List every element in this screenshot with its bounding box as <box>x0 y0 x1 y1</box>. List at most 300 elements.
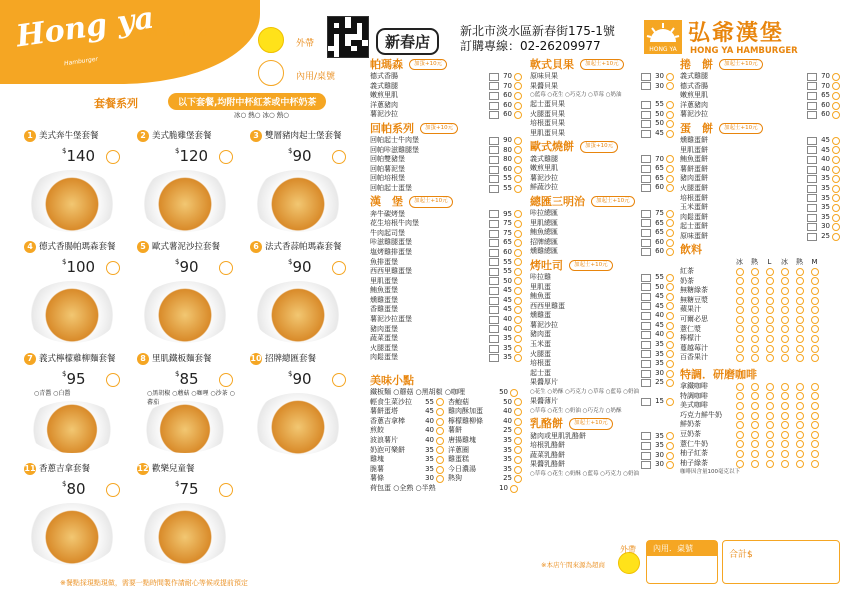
select-circle[interactable] <box>514 456 522 464</box>
select-circle[interactable] <box>766 277 774 285</box>
select-circle[interactable] <box>811 268 819 276</box>
select-circle[interactable] <box>832 166 840 174</box>
qty-box[interactable] <box>489 146 499 154</box>
select-circle[interactable] <box>666 248 674 256</box>
select-circle[interactable] <box>796 345 804 353</box>
select-circle[interactable] <box>766 392 774 400</box>
select-circle[interactable] <box>510 485 518 493</box>
qty-box[interactable] <box>641 155 651 163</box>
select-circle[interactable] <box>436 398 444 406</box>
select-circle[interactable] <box>832 175 840 183</box>
select-circle[interactable] <box>796 450 804 458</box>
select-circle[interactable] <box>811 421 819 429</box>
qty-box[interactable] <box>641 229 651 237</box>
select-circle[interactable] <box>736 354 744 362</box>
qty-box[interactable] <box>641 239 651 247</box>
qty-box[interactable] <box>489 92 499 100</box>
select-circle[interactable] <box>666 398 674 406</box>
select-circle[interactable] <box>781 297 789 305</box>
select-circle[interactable] <box>736 392 744 400</box>
qty-box[interactable] <box>489 137 499 145</box>
select-circle[interactable] <box>832 233 840 241</box>
qty-box[interactable] <box>489 210 499 218</box>
qty-box[interactable] <box>489 156 499 164</box>
select-circle[interactable] <box>436 427 444 435</box>
select-circle[interactable] <box>796 383 804 391</box>
select-circle[interactable] <box>766 316 774 324</box>
qty-box[interactable] <box>641 175 651 183</box>
qty-box[interactable] <box>489 82 499 90</box>
select-circle[interactable] <box>766 335 774 343</box>
qty-box[interactable] <box>641 130 651 138</box>
select-circle[interactable] <box>666 239 674 247</box>
select-circle[interactable] <box>514 316 522 324</box>
select-circle[interactable] <box>736 440 744 448</box>
combo-select[interactable] <box>219 261 233 275</box>
select-circle[interactable] <box>514 73 522 81</box>
qty-box[interactable] <box>489 249 499 257</box>
select-circle[interactable] <box>736 402 744 410</box>
select-circle[interactable] <box>666 130 674 138</box>
select-circle[interactable] <box>514 111 522 119</box>
select-circle[interactable] <box>436 475 444 483</box>
qty-box[interactable] <box>807 102 817 110</box>
select-circle[interactable] <box>514 220 522 228</box>
qty-box[interactable] <box>641 432 651 440</box>
select-circle[interactable] <box>811 440 819 448</box>
select-circle[interactable] <box>766 402 774 410</box>
select-circle[interactable] <box>781 460 789 468</box>
select-circle[interactable] <box>514 345 522 353</box>
qty-box[interactable] <box>641 452 651 460</box>
select-circle[interactable] <box>514 408 522 416</box>
select-circle[interactable] <box>796 440 804 448</box>
select-circle[interactable] <box>796 460 804 468</box>
qty-box[interactable] <box>807 146 817 154</box>
select-circle[interactable] <box>751 412 759 420</box>
qty-box[interactable] <box>641 219 651 227</box>
combo-select[interactable] <box>332 373 346 387</box>
qty-box[interactable] <box>489 325 499 333</box>
qty-box[interactable] <box>641 283 651 291</box>
select-circle[interactable] <box>514 354 522 362</box>
select-circle[interactable] <box>751 306 759 314</box>
qty-box[interactable] <box>489 316 499 324</box>
select-circle[interactable] <box>666 442 674 450</box>
select-circle[interactable] <box>514 185 522 193</box>
select-circle[interactable] <box>736 287 744 295</box>
select-circle[interactable] <box>736 316 744 324</box>
qty-box[interactable] <box>807 82 817 90</box>
qty-box[interactable] <box>641 360 651 368</box>
qty-box[interactable] <box>489 73 499 81</box>
select-circle[interactable] <box>514 92 522 100</box>
select-circle[interactable] <box>514 466 522 474</box>
select-circle[interactable] <box>514 475 522 483</box>
select-circle[interactable] <box>811 306 819 314</box>
select-circle[interactable] <box>751 460 759 468</box>
qty-box[interactable] <box>641 293 651 301</box>
select-circle[interactable] <box>436 418 444 426</box>
qty-box[interactable] <box>489 185 499 193</box>
flavor-options[interactable]: ○草莓 ○花生 ○奶油 ○巧克力 ○奶酥 <box>530 407 622 414</box>
select-circle[interactable] <box>832 156 840 164</box>
select-circle[interactable] <box>666 350 674 358</box>
select-circle[interactable] <box>736 412 744 420</box>
select-circle[interactable] <box>514 102 522 110</box>
select-circle[interactable] <box>796 335 804 343</box>
select-circle[interactable] <box>796 421 804 429</box>
select-circle[interactable] <box>781 345 789 353</box>
qty-box[interactable] <box>641 341 651 349</box>
select-circle[interactable] <box>781 421 789 429</box>
combo-select[interactable] <box>106 373 120 387</box>
select-circle[interactable] <box>781 392 789 400</box>
select-circle[interactable] <box>766 383 774 391</box>
qty-box[interactable] <box>489 345 499 353</box>
qty-box[interactable] <box>641 350 651 358</box>
select-circle[interactable] <box>666 370 674 378</box>
combo-select[interactable] <box>219 150 233 164</box>
select-circle[interactable] <box>796 277 804 285</box>
qty-box[interactable] <box>807 111 817 119</box>
takeout-check[interactable] <box>258 27 284 53</box>
select-circle[interactable] <box>832 204 840 212</box>
select-circle[interactable] <box>796 392 804 400</box>
flavor-options[interactable]: ○花生 ○奶酥 ○巧克力 ○草莓 ○藍莓 ○奶油 <box>530 389 640 396</box>
select-circle[interactable] <box>736 383 744 391</box>
select-circle[interactable] <box>666 283 674 291</box>
select-circle[interactable] <box>811 383 819 391</box>
qty-box[interactable] <box>641 322 651 330</box>
qty-box[interactable] <box>489 230 499 238</box>
select-circle[interactable] <box>781 431 789 439</box>
select-circle[interactable] <box>811 287 819 295</box>
select-circle[interactable] <box>514 277 522 285</box>
select-circle[interactable] <box>832 185 840 193</box>
select-circle[interactable] <box>796 431 804 439</box>
qty-box[interactable] <box>807 185 817 193</box>
select-circle[interactable] <box>514 137 522 145</box>
select-circle[interactable] <box>811 392 819 400</box>
select-circle[interactable] <box>514 268 522 276</box>
select-circle[interactable] <box>514 325 522 333</box>
select-circle[interactable] <box>666 461 674 469</box>
select-circle[interactable] <box>436 466 444 474</box>
select-circle[interactable] <box>811 345 819 353</box>
qty-box[interactable] <box>489 268 499 276</box>
select-circle[interactable] <box>736 277 744 285</box>
select-circle[interactable] <box>736 297 744 305</box>
combo-select[interactable] <box>332 261 346 275</box>
select-circle[interactable] <box>736 325 744 333</box>
select-circle[interactable] <box>796 297 804 305</box>
qty-box[interactable] <box>489 297 499 305</box>
select-circle[interactable] <box>751 325 759 333</box>
qty-box[interactable] <box>807 156 817 164</box>
select-circle[interactable] <box>751 354 759 362</box>
select-circle[interactable] <box>514 427 522 435</box>
combo-options[interactable]: ○青醬 ○白醬 <box>34 390 71 397</box>
select-circle[interactable] <box>766 440 774 448</box>
combo-select[interactable] <box>106 150 120 164</box>
select-circle[interactable] <box>736 450 744 458</box>
select-circle[interactable] <box>766 431 774 439</box>
select-circle[interactable] <box>666 73 674 81</box>
select-circle[interactable] <box>666 274 674 282</box>
bottom-takeout-check[interactable] <box>618 552 640 574</box>
select-circle[interactable] <box>436 408 444 416</box>
select-circle[interactable] <box>736 335 744 343</box>
qty-box[interactable] <box>489 354 499 362</box>
select-circle[interactable] <box>666 379 674 387</box>
qty-box[interactable] <box>489 258 499 266</box>
select-circle[interactable] <box>751 335 759 343</box>
select-circle[interactable] <box>766 450 774 458</box>
select-circle[interactable] <box>736 306 744 314</box>
qty-box[interactable] <box>641 398 651 406</box>
qty-box[interactable] <box>807 92 817 100</box>
select-circle[interactable] <box>751 402 759 410</box>
select-circle[interactable] <box>796 268 804 276</box>
select-circle[interactable] <box>514 418 522 426</box>
qty-box[interactable] <box>489 277 499 285</box>
select-circle[interactable] <box>832 146 840 154</box>
qty-box[interactable] <box>489 111 499 119</box>
qty-box[interactable] <box>489 239 499 247</box>
qty-box[interactable] <box>641 184 651 192</box>
select-circle[interactable] <box>781 402 789 410</box>
select-circle[interactable] <box>811 335 819 343</box>
select-circle[interactable] <box>666 360 674 368</box>
select-circle[interactable] <box>781 325 789 333</box>
combo-select[interactable] <box>332 150 346 164</box>
select-circle[interactable] <box>666 302 674 310</box>
select-circle[interactable] <box>781 277 789 285</box>
select-circle[interactable] <box>666 101 674 109</box>
select-circle[interactable] <box>751 316 759 324</box>
select-circle[interactable] <box>666 293 674 301</box>
select-circle[interactable] <box>796 306 804 314</box>
select-circle[interactable] <box>514 230 522 238</box>
qty-box[interactable] <box>641 120 651 128</box>
select-circle[interactable] <box>796 325 804 333</box>
qty-box[interactable] <box>641 370 651 378</box>
select-circle[interactable] <box>751 287 759 295</box>
qty-box[interactable] <box>641 461 651 469</box>
select-circle[interactable] <box>666 229 674 237</box>
select-circle[interactable] <box>666 452 674 460</box>
qty-box[interactable] <box>807 166 817 174</box>
select-circle[interactable] <box>514 210 522 218</box>
qty-box[interactable] <box>489 166 499 174</box>
combo-select[interactable] <box>106 483 120 497</box>
select-circle[interactable] <box>666 219 674 227</box>
select-circle[interactable] <box>666 175 674 183</box>
select-circle[interactable] <box>514 335 522 343</box>
select-circle[interactable] <box>766 460 774 468</box>
select-circle[interactable] <box>751 392 759 400</box>
select-circle[interactable] <box>666 82 674 90</box>
select-circle[interactable] <box>832 73 840 81</box>
select-circle[interactable] <box>796 354 804 362</box>
select-circle[interactable] <box>766 354 774 362</box>
combo-select[interactable] <box>106 261 120 275</box>
select-circle[interactable] <box>766 345 774 353</box>
qty-box[interactable] <box>489 175 499 183</box>
select-circle[interactable] <box>832 111 840 119</box>
select-circle[interactable] <box>666 155 674 163</box>
select-circle[interactable] <box>736 431 744 439</box>
select-circle[interactable] <box>514 146 522 154</box>
select-circle[interactable] <box>796 316 804 324</box>
select-circle[interactable] <box>751 450 759 458</box>
select-circle[interactable] <box>514 398 522 406</box>
select-circle[interactable] <box>751 431 759 439</box>
select-circle[interactable] <box>514 82 522 90</box>
qty-box[interactable] <box>489 287 499 295</box>
select-circle[interactable] <box>766 325 774 333</box>
select-circle[interactable] <box>751 383 759 391</box>
select-circle[interactable] <box>514 287 522 295</box>
select-circle[interactable] <box>510 389 518 397</box>
select-circle[interactable] <box>666 322 674 330</box>
select-circle[interactable] <box>436 437 444 445</box>
select-circle[interactable] <box>811 354 819 362</box>
select-circle[interactable] <box>811 297 819 305</box>
qty-box[interactable] <box>489 102 499 110</box>
select-circle[interactable] <box>832 194 840 202</box>
select-circle[interactable] <box>514 297 522 305</box>
select-circle[interactable] <box>666 341 674 349</box>
select-circle[interactable] <box>811 402 819 410</box>
select-circle[interactable] <box>811 316 819 324</box>
select-circle[interactable] <box>514 306 522 314</box>
select-circle[interactable] <box>781 316 789 324</box>
select-circle[interactable] <box>666 184 674 192</box>
qty-box[interactable] <box>641 302 651 310</box>
select-circle[interactable] <box>514 258 522 266</box>
select-circle[interactable] <box>811 450 819 458</box>
select-circle[interactable] <box>436 446 444 454</box>
select-circle[interactable] <box>781 335 789 343</box>
flavor-options[interactable]: ○草莓 ○花生 ○奶酥 ○藍莓 ○巧克力 ○奶油 <box>530 471 640 477</box>
select-circle[interactable] <box>811 412 819 420</box>
select-circle[interactable] <box>514 239 522 247</box>
qty-box[interactable] <box>641 442 651 450</box>
qty-box[interactable] <box>807 223 817 231</box>
select-circle[interactable] <box>796 287 804 295</box>
select-circle[interactable] <box>514 446 522 454</box>
qty-box[interactable] <box>641 274 651 282</box>
select-circle[interactable] <box>832 223 840 231</box>
select-circle[interactable] <box>514 175 522 183</box>
select-circle[interactable] <box>736 345 744 353</box>
select-circle[interactable] <box>514 156 522 164</box>
select-circle[interactable] <box>736 421 744 429</box>
select-circle[interactable] <box>751 268 759 276</box>
select-circle[interactable] <box>666 165 674 173</box>
qty-box[interactable] <box>641 312 651 320</box>
qty-box[interactable] <box>641 101 651 109</box>
qty-box[interactable] <box>807 214 817 222</box>
select-circle[interactable] <box>666 120 674 128</box>
select-circle[interactable] <box>751 277 759 285</box>
qty-box[interactable] <box>807 194 817 202</box>
qty-box[interactable] <box>807 137 817 145</box>
select-circle[interactable] <box>811 460 819 468</box>
select-circle[interactable] <box>514 249 522 257</box>
select-circle[interactable] <box>781 412 789 420</box>
qty-box[interactable] <box>641 379 651 387</box>
select-circle[interactable] <box>832 214 840 222</box>
select-circle[interactable] <box>766 287 774 295</box>
select-circle[interactable] <box>736 268 744 276</box>
select-circle[interactable] <box>666 111 674 119</box>
qty-box[interactable] <box>641 165 651 173</box>
select-circle[interactable] <box>766 268 774 276</box>
select-circle[interactable] <box>666 312 674 320</box>
select-circle[interactable] <box>781 440 789 448</box>
select-circle[interactable] <box>666 210 674 218</box>
select-circle[interactable] <box>781 354 789 362</box>
select-circle[interactable] <box>781 450 789 458</box>
qty-box[interactable] <box>807 233 817 241</box>
select-circle[interactable] <box>781 287 789 295</box>
qty-box[interactable] <box>807 73 817 81</box>
qty-box[interactable] <box>807 175 817 183</box>
combo-select[interactable] <box>219 373 233 387</box>
qty-box[interactable] <box>489 220 499 228</box>
qty-box[interactable] <box>641 82 651 90</box>
select-circle[interactable] <box>436 456 444 464</box>
select-circle[interactable] <box>736 460 744 468</box>
select-circle[interactable] <box>781 268 789 276</box>
select-circle[interactable] <box>832 102 840 110</box>
qty-box[interactable] <box>489 306 499 314</box>
qty-box[interactable] <box>641 73 651 81</box>
select-circle[interactable] <box>666 432 674 440</box>
select-circle[interactable] <box>766 412 774 420</box>
select-circle[interactable] <box>514 166 522 174</box>
qty-box[interactable] <box>641 111 651 119</box>
qty-box[interactable] <box>807 204 817 212</box>
total-box[interactable] <box>722 540 840 584</box>
combo-select[interactable] <box>219 483 233 497</box>
flavor-options[interactable]: ○藍莓 ○花生 ○巧克力 ○草莓 ○奶油 <box>530 92 622 99</box>
select-circle[interactable] <box>766 297 774 305</box>
select-circle[interactable] <box>766 306 774 314</box>
select-circle[interactable] <box>811 431 819 439</box>
select-circle[interactable] <box>751 421 759 429</box>
select-circle[interactable] <box>796 412 804 420</box>
dinein-check[interactable] <box>258 60 284 86</box>
select-circle[interactable] <box>514 437 522 445</box>
select-circle[interactable] <box>766 421 774 429</box>
select-circle[interactable] <box>751 440 759 448</box>
select-circle[interactable] <box>666 331 674 339</box>
select-circle[interactable] <box>781 383 789 391</box>
select-circle[interactable] <box>832 137 840 145</box>
dine-box[interactable] <box>646 540 718 584</box>
select-circle[interactable] <box>832 92 840 100</box>
select-circle[interactable] <box>781 306 789 314</box>
select-circle[interactable] <box>811 325 819 333</box>
select-circle[interactable] <box>751 297 759 305</box>
select-circle[interactable] <box>796 402 804 410</box>
qty-box[interactable] <box>641 210 651 218</box>
select-circle[interactable] <box>811 277 819 285</box>
